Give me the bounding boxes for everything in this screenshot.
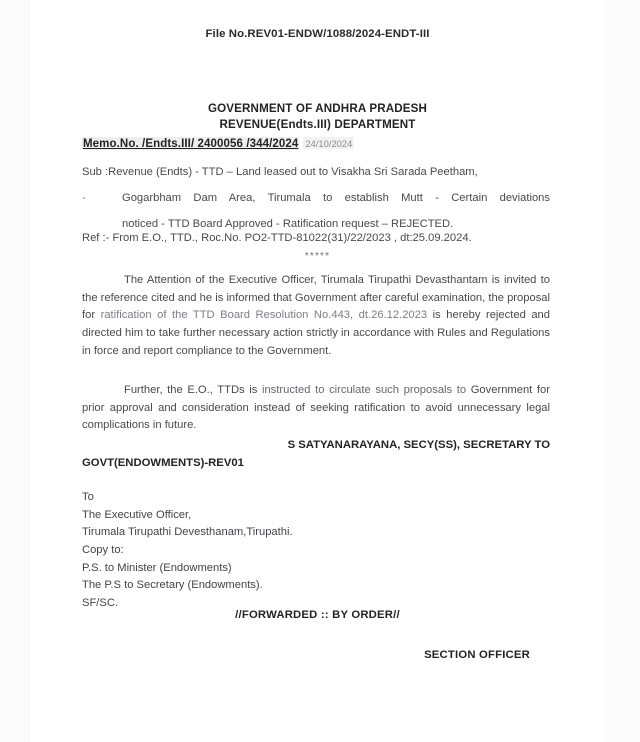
distribution-copy-3: SF/SC. xyxy=(82,597,119,610)
file-number-heading: File No.REV01-ENDW/1088/2024-ENDT-III xyxy=(205,28,430,40)
distribution-recipient-line-1: The Executive Officer, xyxy=(82,508,192,521)
memo-date: 24/10/2024 xyxy=(305,138,353,149)
government-header xyxy=(30,101,605,134)
paragraph-1-text-part-3: is hereby rejected and directed him to take further necessary action strictly in accordance with Rules and Regulations in force and report compliance to the Government. xyxy=(82,309,550,357)
body-paragraph-1 xyxy=(82,272,550,360)
paragraph-1-text-part-2: ratification of the TTD Board Resolution No.443, dt.26.12.2023 xyxy=(100,309,428,322)
subject-line-2-row xyxy=(82,190,550,207)
signatory-department: GOVT(ENDOWMENTS)-REV01 xyxy=(82,456,244,469)
distribution-to-label: To xyxy=(82,491,94,503)
distribution-copy-1: P.S. to Minister (Endowments) xyxy=(82,561,232,574)
distribution-recipient-line-2: Tirumala Tirupathi Devesthanam,Tirupathi. xyxy=(82,526,293,539)
subject-line-2: Gogarbham Dam Area, Tirumala to establish Mutt - Certain deviations xyxy=(122,192,550,205)
distribution-list xyxy=(82,489,293,613)
distribution-copy-2: The P.S to Secretary (Endowments). xyxy=(82,579,263,592)
subject-line-3: noticed - TTD Board Approved - Ratification request – REJECTED. xyxy=(122,218,454,231)
section-officer-signature: SECTION OFFICER xyxy=(424,649,530,661)
paragraph-2-text-part-2: instructed to circulate such proposals to xyxy=(261,384,467,396)
signatory-name-designation: S SATYANARAYANA, SECY(SS), SECRETARY TO xyxy=(287,439,550,451)
reference-line: Ref :- From E.O., TTD., Roc.No. PO2-TTD-81022(31)/22/2023 , dt:25.09.2024. xyxy=(82,232,472,244)
body-paragraph-2 xyxy=(82,382,550,435)
government-title-line-1: GOVERNMENT OF ANDHRA PRADESH xyxy=(207,102,428,115)
document-body xyxy=(30,0,605,742)
department-title-line-2: REVENUE(Endts.III) DEPARTMENT xyxy=(219,118,416,132)
paragraph-2-text-part-3: Government for prior approval and consideration instead of seeking ratification to avoid unnecessary legal complications in future. xyxy=(82,384,550,432)
paragraph-1-text-part-1: The Attention of the Executive Officer, Tirumala Tirupathi Devasthantam is invited to the reference cited and he is informed that Government after careful examination, the proposal for xyxy=(82,274,550,322)
document-page-sheet xyxy=(30,0,605,742)
subject-dash-marker: - xyxy=(82,192,86,205)
forwarded-by-order: //FORWARDED :: BY ORDER// xyxy=(235,609,400,621)
asterisk-separator: ***** xyxy=(304,251,331,262)
signature-block xyxy=(82,437,550,472)
subject-line-1: Sub :Revenue (Endts) - TTD – Land leased out to Visakha Sri Sarada Peetham, xyxy=(82,166,478,178)
memo-number: Memo.No. /Endts.III/ 2400056 /344/2024 xyxy=(83,138,299,150)
paragraph-2-text-part-1: Further, the E.O., TTDs is xyxy=(124,384,262,396)
subject-block xyxy=(82,164,550,233)
memo-number-line xyxy=(82,136,354,153)
distribution-copy-label: Copy to: xyxy=(82,544,124,557)
